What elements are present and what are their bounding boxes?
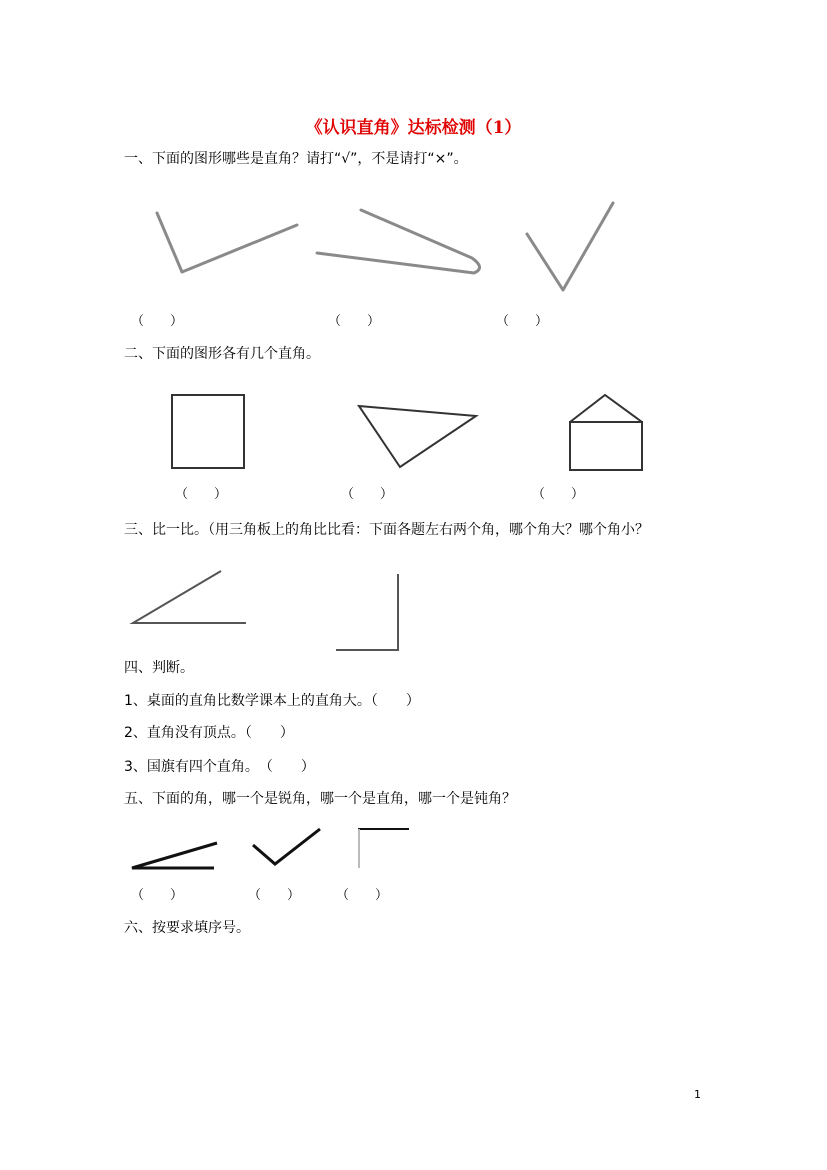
question-2-blank-2[interactable]: （ ） <box>341 487 394 502</box>
question-6-prompt: 六、按要求填序号。 <box>124 920 250 936</box>
question-4-prompt: 四、判断。 <box>124 660 194 676</box>
question-5-blank-2[interactable]: （ ） <box>248 888 301 903</box>
question-2-blank-3[interactable]: （ ） <box>532 487 585 502</box>
question-4-item-3: 3、国旗有四个直角。 （ ） <box>124 759 315 775</box>
question-3-prompt: 三、比一比。（用三角板上的角比比看：下面各题左右两个角，哪个角大？哪个角小？ <box>124 522 649 538</box>
question-1-prompt: 一、下面的图形哪些是直角？请打“√”，不是请打“×”。 <box>124 151 468 167</box>
question-1-blank-1[interactable]: （ ） <box>131 314 184 329</box>
question-5-blank-1[interactable]: （ ） <box>131 888 184 903</box>
q5-right-angle-v <box>253 829 320 864</box>
question-1-blank-2[interactable]: （ ） <box>328 314 381 329</box>
q1-figure-1-angle <box>157 213 297 272</box>
q2-square-shape <box>172 395 244 468</box>
question-1-blank-3[interactable]: （ ） <box>496 314 549 329</box>
q5-acute-angle <box>132 843 217 868</box>
q1-figure-3-angle <box>527 203 613 290</box>
q3-right-angle <box>336 574 398 650</box>
question-4-item-1: 1、桌面的直角比数学课本上的直角大。（ ） <box>124 693 420 709</box>
worksheet-title: 《认识直角》达标检测（1） <box>305 118 522 138</box>
q3-acute-angle <box>133 571 246 623</box>
q1-figure-2-angle <box>317 210 480 273</box>
page-number: 1 <box>694 1088 701 1101</box>
question-5-prompt: 五、下面的角，哪一个是锐角，哪一个是直角，哪一个是钝角？ <box>124 791 516 807</box>
question-5-blank-3[interactable]: （ ） <box>336 888 389 903</box>
q2-house-roof-shape <box>570 395 642 422</box>
question-2-prompt: 二、下面的图形各有几个直角。 <box>124 346 320 362</box>
question-2-blank-1[interactable]: （ ） <box>175 487 228 502</box>
q2-triangle-shape <box>359 406 476 467</box>
q2-house-body-shape <box>570 422 642 470</box>
question-4-item-2: 2、直角没有顶点。（ ） <box>124 725 294 741</box>
